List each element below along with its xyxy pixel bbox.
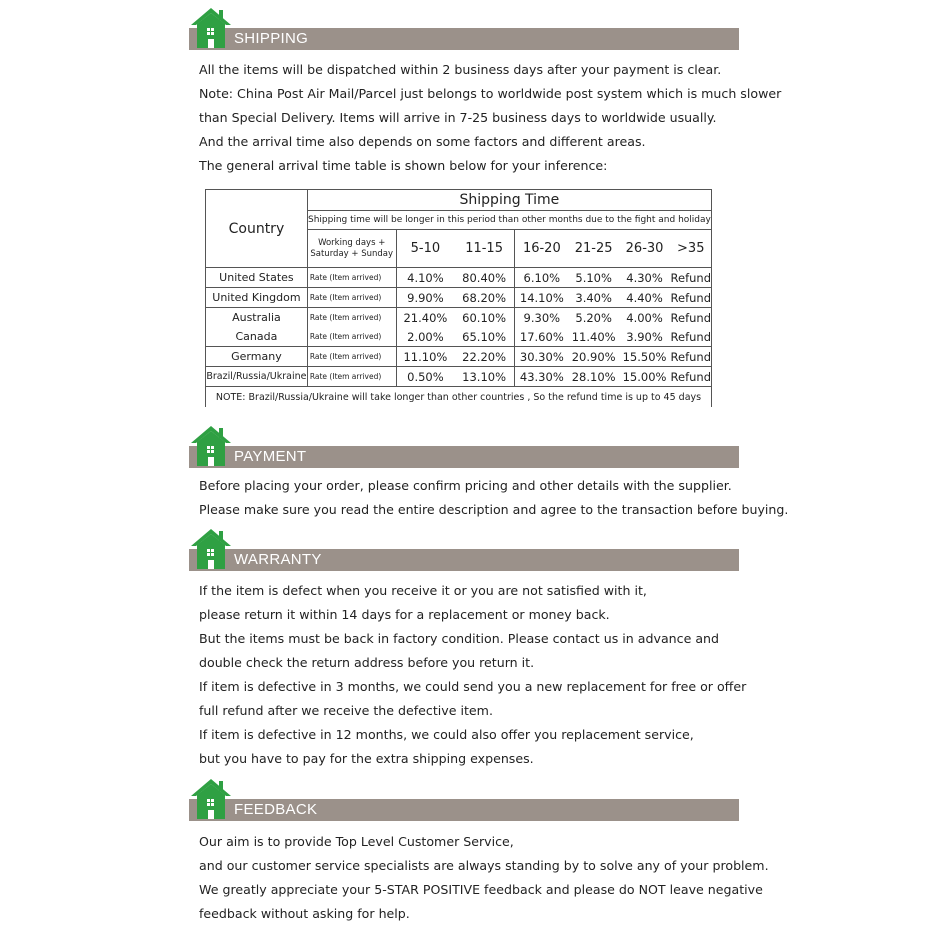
rate-label: Rate (Item arrived): [307, 367, 396, 387]
range-header: 21-25: [569, 230, 619, 268]
rate-value: 11.40%: [569, 327, 619, 347]
text-line: please return it within 14 days for a replacement or money back.: [199, 607, 610, 622]
text-line: than Special Delivery. Items will arrive in 7-25 business days to worldwide usually.: [199, 110, 717, 125]
country-name: Brazil/Russia/Ukraine: [206, 367, 308, 387]
text-line: Before placing your order, please confirm pricing and other details with the supplier.: [199, 478, 732, 493]
range-header: 5-10: [396, 230, 454, 268]
house-icon: [189, 527, 233, 569]
text-line: And the arrival time also depends on some factors and different areas.: [199, 134, 646, 149]
rate-value: 43.30%: [514, 367, 568, 387]
rate-value: 0.50%: [396, 367, 454, 387]
text-line: We greatly appreciate your 5-STAR POSITIVE feedback and please do NOT leave negative: [199, 882, 763, 897]
table-row: [206, 308, 712, 328]
rate-value: Refund: [671, 347, 712, 367]
country-name: Canada: [206, 327, 308, 347]
warranty-text: [199, 579, 746, 771]
table-row: [206, 367, 712, 387]
rate-value: 13.10%: [454, 367, 514, 387]
country-name: Australia: [206, 308, 308, 328]
country-name: United Kingdom: [206, 288, 308, 308]
rate-value: 9.30%: [514, 308, 568, 328]
rate-value: 5.10%: [569, 268, 619, 288]
text-line: full refund after we receive the defective item.: [199, 703, 493, 718]
range-header: 16-20: [514, 230, 568, 268]
section-header-bar: [189, 799, 739, 821]
country-name: Germany: [206, 347, 308, 367]
rate-value: 80.40%: [454, 268, 514, 288]
range-header: 11-15: [454, 230, 514, 268]
text-line: Note: China Post Air Mail/Parcel just belongs to worldwide post system which is much slower: [199, 86, 782, 101]
rate-value: 3.40%: [569, 288, 619, 308]
rate-value: 21.40%: [396, 308, 454, 328]
rate-value: 28.10%: [569, 367, 619, 387]
country-name: United States: [206, 268, 308, 288]
rate-label: Rate (Item arrived): [307, 268, 396, 288]
table-row: [206, 347, 712, 367]
house-icon: [189, 6, 233, 48]
rate-value: 11.10%: [396, 347, 454, 367]
rate-value: 30.30%: [514, 347, 568, 367]
section-title: FEEDBACK: [234, 801, 318, 818]
payment-text: [199, 474, 788, 522]
rate-value: 60.10%: [454, 308, 514, 328]
text-line: All the items will be dispatched within 2 business days after your payment is clear.: [199, 62, 722, 77]
rate-value: Refund: [671, 367, 712, 387]
rate-value: 3.90%: [619, 327, 671, 347]
text-line: Please make sure you read the entire description and agree to the transaction before buying.: [199, 502, 789, 517]
rate-label: Rate (Item arrived): [307, 288, 396, 308]
rate-label: Rate (Item arrived): [307, 327, 396, 347]
section-title: WARRANTY: [234, 551, 322, 568]
rate-value: 4.40%: [619, 288, 671, 308]
table-row: [206, 268, 712, 288]
feedback-text: [199, 830, 769, 926]
text-line: double check the return address before you return it.: [199, 655, 535, 670]
text-line: If the item is defect when you receive it or you are not satisfied with it,: [199, 583, 647, 598]
rate-value: 4.00%: [619, 308, 671, 328]
rate-value: 2.00%: [396, 327, 454, 347]
rate-value: 68.20%: [454, 288, 514, 308]
rate-value: 65.10%: [454, 327, 514, 347]
rate-value: 6.10%: [514, 268, 568, 288]
text-line: Our aim is to provide Top Level Customer Service,: [199, 834, 514, 849]
shipping-time-table: [205, 189, 712, 407]
section-header-bar: [189, 28, 739, 50]
rate-value: 22.20%: [454, 347, 514, 367]
house-icon: [189, 777, 233, 819]
table-row: [206, 327, 712, 347]
rate-value: 4.10%: [396, 268, 454, 288]
text-line: But the items must be back in factory condition. Please contact us in advance and: [199, 631, 720, 646]
table-note: NOTE: Brazil/Russia/Ukraine will take longer than other countries , So the refund time is up to 45 days: [206, 387, 712, 408]
table-subheader: Shipping time will be longer in this period than other months due to the fight and holiday: [307, 211, 711, 230]
country-header: Country: [206, 190, 308, 268]
rate-value: 17.60%: [514, 327, 568, 347]
rate-value: 15.00%: [619, 367, 671, 387]
section-header-bar: [189, 446, 739, 468]
rate-value: 9.90%: [396, 288, 454, 308]
text-line: but you have to pay for the extra shipping expenses.: [199, 751, 534, 766]
rate-value: 4.30%: [619, 268, 671, 288]
range-header: >35: [671, 230, 712, 268]
text-line: If item is defective in 12 months, we could also offer you replacement service,: [199, 727, 694, 742]
section-title: SHIPPING: [234, 30, 309, 47]
shipping-text: [199, 58, 781, 178]
rate-label: Rate (Item arrived): [307, 308, 396, 328]
table-row: [206, 288, 712, 308]
shipping-time-header: Shipping Time: [307, 190, 711, 211]
working-days-label: Working days + Saturday + Sunday: [307, 230, 396, 268]
rate-value: 15.50%: [619, 347, 671, 367]
rate-label: Rate (Item arrived): [307, 347, 396, 367]
text-line: If item is defective in 3 months, we could send you a new replacement for free or offer: [199, 679, 747, 694]
section-header-bar: [189, 549, 739, 571]
rate-value: Refund: [671, 288, 712, 308]
text-line: The general arrival time table is shown below for your inference:: [199, 158, 608, 173]
rate-value: 14.10%: [514, 288, 568, 308]
text-line: and our customer service specialists are always standing by to solve any of your problem.: [199, 858, 769, 873]
rate-value: Refund: [671, 327, 712, 347]
rate-value: Refund: [671, 268, 712, 288]
rate-value: Refund: [671, 308, 712, 328]
range-header: 26-30: [619, 230, 671, 268]
rate-value: 5.20%: [569, 308, 619, 328]
text-line: feedback without asking for help.: [199, 906, 410, 921]
rate-value: 20.90%: [569, 347, 619, 367]
house-icon: [189, 424, 233, 466]
section-title: PAYMENT: [234, 448, 307, 465]
